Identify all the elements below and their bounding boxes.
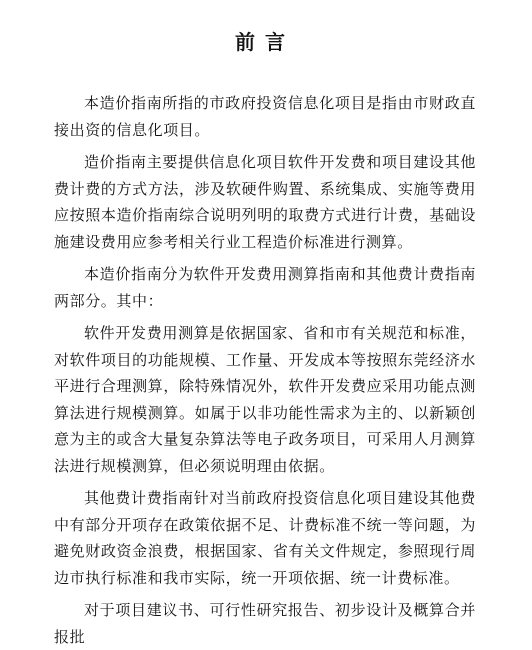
paragraph-other-fees: 其他费计费指南针对当前政府投资信息化项目建设其他费中有部分开项存在政策依据不足、计费标准不统一等问题，为避免财政资金浪费，根据国家、省有关文件规定，参照现行周边市执行标准和我市实际，统一开项依据、统一计费标准。 [54,489,476,587]
paragraph-scope: 本造价指南所指的市政府投资信息化项目是指由市财政直接出资的信息化项目。 [54,94,476,139]
paragraph-software-cost: 软件开发费用测算是依据国家、省和市有关规范和标准，对软件项目的功能规模、工作量、开发成本等按照东莞经济水平进行合理测算，除特殊情况外，软件开发费应采用功能点测算法进行规模测算。如属于以非功能性需求为主的、以新颖创意为主的或含大量复杂算法等电子政务项目，可采用人月测算法进行规模测算，但必须说明理由依据。 [54,324,476,475]
page-title: 前言 [235,30,295,54]
paragraph-fee-methods: 造价指南主要提供信息化项目软件开发费和项目建设其他费计费的方式方法，涉及软硬件购置、系统集成、实施等费用应按照本造价指南综合说明列明的取费方式进行计费，基础设施建设费用应参考相关行业工程造价标准进行测算。 [54,153,476,251]
paragraph-structure: 本造价指南分为软件开发费用测算指南和其他费计费指南两部分。其中： [54,265,476,310]
paragraph-project-approval: 对于项目建议书、可行性研究报告、初步设计及概算合并报批 [54,601,476,646]
